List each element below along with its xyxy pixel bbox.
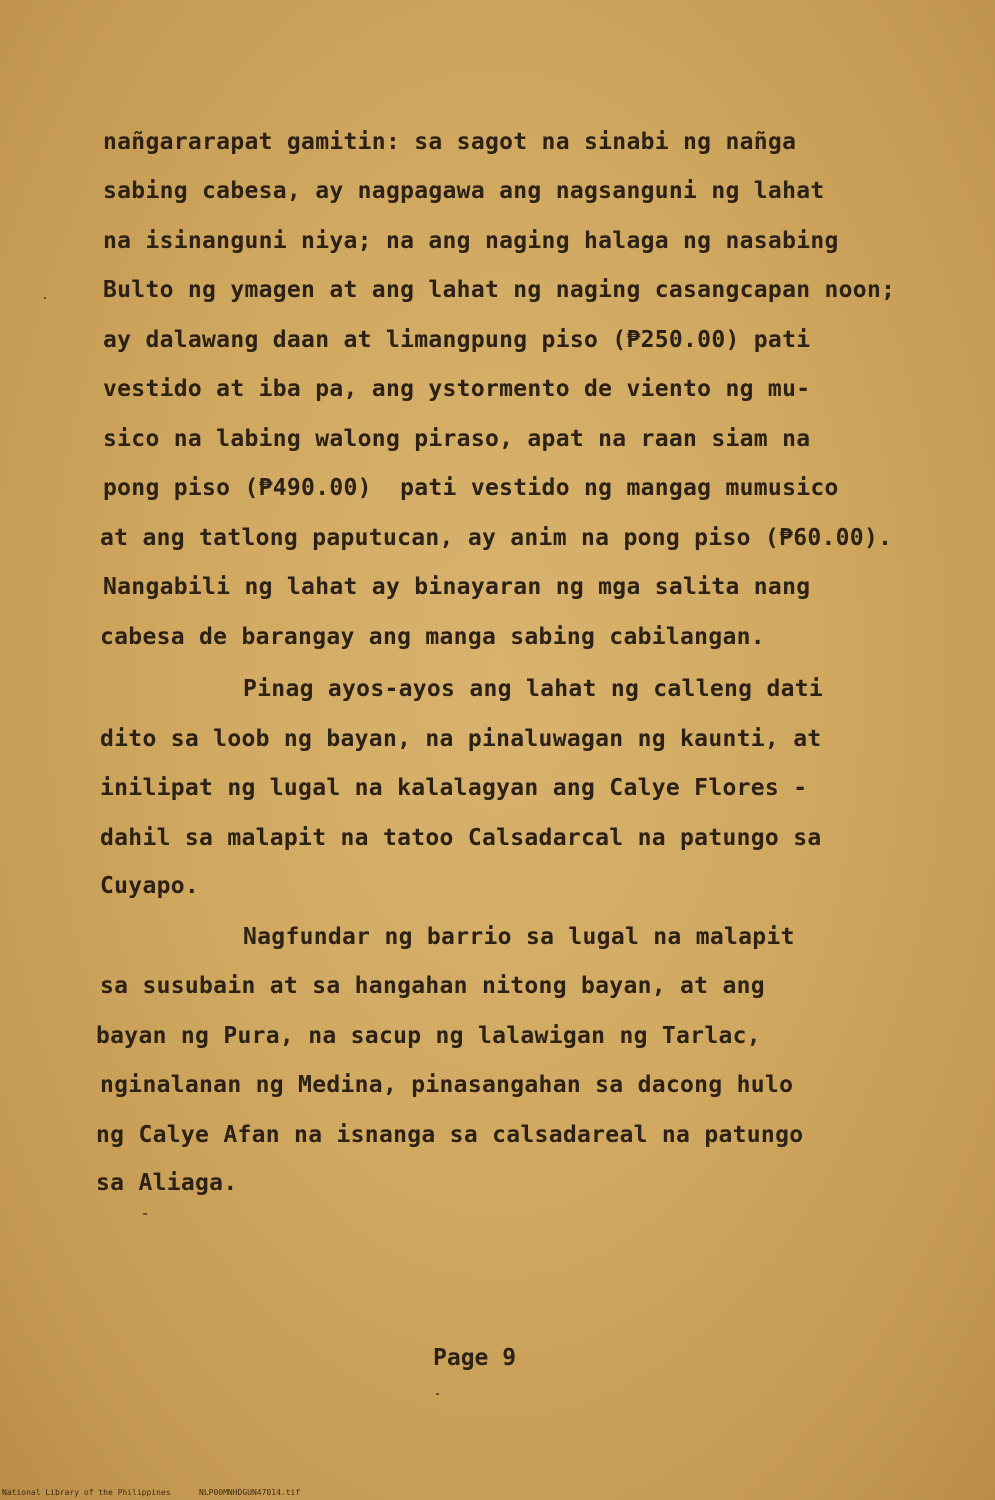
text-line-13: dito sa loob ng bayan, na pinaluwagan ng kaunti, at (100, 726, 822, 752)
text-line-15: dahil sa malapit na tatoo Calsadarcal na patungo sa (100, 825, 822, 851)
text-line-9: at ang tatlong paputucan, ay anim na pong piso (₱60.00). (100, 525, 893, 551)
stray-mark (44, 297, 46, 299)
footer-filename: NLP00MNHDGUN47014.tif (199, 1488, 301, 1497)
text-line-1: nañgararapat gamitin: sa sagot na sinabi ng nañga (103, 129, 797, 155)
text-line-14: inilipat ng lugal na kalalagyan ang Calye Flores - (100, 775, 808, 801)
text-line-11: cabesa de barangay ang manga sabing cabilangan. (100, 624, 765, 650)
text-line-18: sa susubain at sa hangahan nitong bayan, at ang (100, 973, 765, 999)
text-line-3: na isinanguni niya; na ang naging halaga ng nasabing (103, 228, 839, 254)
text-line-17: Nagfundar ng barrio sa lugal na malapit (243, 924, 795, 950)
text-line-5: ay dalawang daan at limangpung piso (₱250.00) pati (103, 327, 811, 353)
text-line-4: Bulto ng ymagen at ang lahat ng naging casangcapan noon; (103, 277, 896, 303)
footer-library: National Library of the Philippines (2, 1488, 171, 1497)
text-line-7: sico na labing walong piraso, apat na raan siam na (103, 426, 811, 452)
text-line-12: Pinag ayos-ayos ang lahat ng calleng dati (243, 676, 824, 702)
text-line-8: pong piso (₱490.00) pati vestido ng mangag mumusico (103, 475, 839, 501)
stray-mark (436, 1393, 439, 1395)
text-line-22: sa Aliaga. (96, 1170, 238, 1196)
page-number: Page 9 (433, 1345, 517, 1371)
stray-mark (143, 1213, 147, 1215)
text-line-21: ng Calye Afan na isnanga sa calsadareal na patungo (96, 1122, 804, 1148)
text-line-10: Nangabili ng lahat ay binayaran ng mga salita nang (103, 574, 811, 600)
text-line-19: bayan ng Pura, na sacup ng lalawigan ng Tarlac, (96, 1023, 761, 1049)
text-line-20: nginalanan ng Medina, pinasangahan sa dacong hulo (100, 1072, 794, 1098)
text-line-6: vestido at iba pa, ang ystormento de viento ng mu- (103, 376, 811, 402)
text-line-2: sabing cabesa, ay nagpagawa ang nagsanguni ng lahat (103, 178, 825, 204)
text-line-16: Cuyapo. (100, 873, 200, 899)
